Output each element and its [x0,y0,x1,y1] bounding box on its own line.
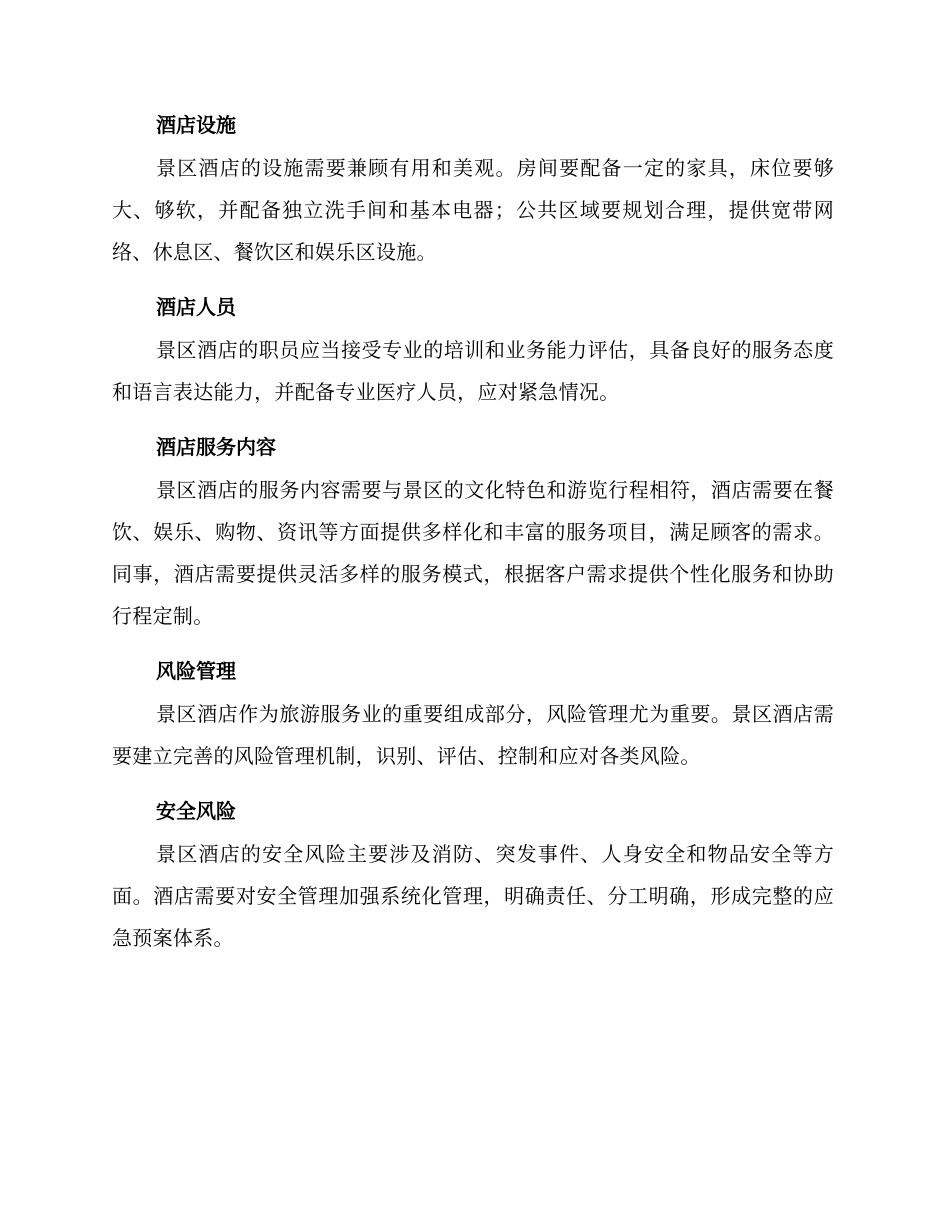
section-paragraph: 景区酒店的服务内容需要与景区的文化特色和游览行程相符，酒店需要在餐饮、娱乐、购物、资讯等方面提供多样化和丰富的服务项目，满足顾客的需求。同事，酒店需要提供灵活多样的服务模式，根据客户需求提供个性化服务和协助行程定制。 [112,478,834,628]
section-paragraph: 景区酒店的职员应当接受专业的培训和业务能力评估，具备良好的服务态度和语言表达能力，并配备专业医疗人员，应对紧急情况。 [112,338,834,404]
section-heading: 安全风险 [156,799,236,823]
section-heading: 酒店服务内容 [156,435,276,459]
section-facilities [112,103,834,273]
section-staff [112,285,834,413]
section-heading: 风险管理 [156,659,236,683]
section-paragraph: 景区酒店的安全风险主要涉及消防、突发事件、人身安全和物品安全等方面。酒店需要对安全管理加强系统化管理，明确责任、分工明确，形成完整的应急预案体系。 [112,842,834,950]
section-safety-risk [112,789,834,959]
section-services [112,425,834,637]
section-paragraph: 景区酒店作为旅游服务业的重要组成部分，风险管理尤为重要。景区酒店需要建立完善的风险管理机制，识别、评估、控制和应对各类风险。 [112,702,834,768]
document-page [112,103,834,971]
section-heading: 酒店设施 [156,113,236,137]
section-risk-management [112,649,834,777]
section-heading: 酒店人员 [156,295,236,319]
section-paragraph: 景区酒店的设施需要兼顾有用和美观。房间要配备一定的家具，床位要够大、够软，并配备独立洗手间和基本电器；公共区域要规划合理，提供宽带网络、休息区、餐饮区和娱乐区设施。 [112,156,834,264]
